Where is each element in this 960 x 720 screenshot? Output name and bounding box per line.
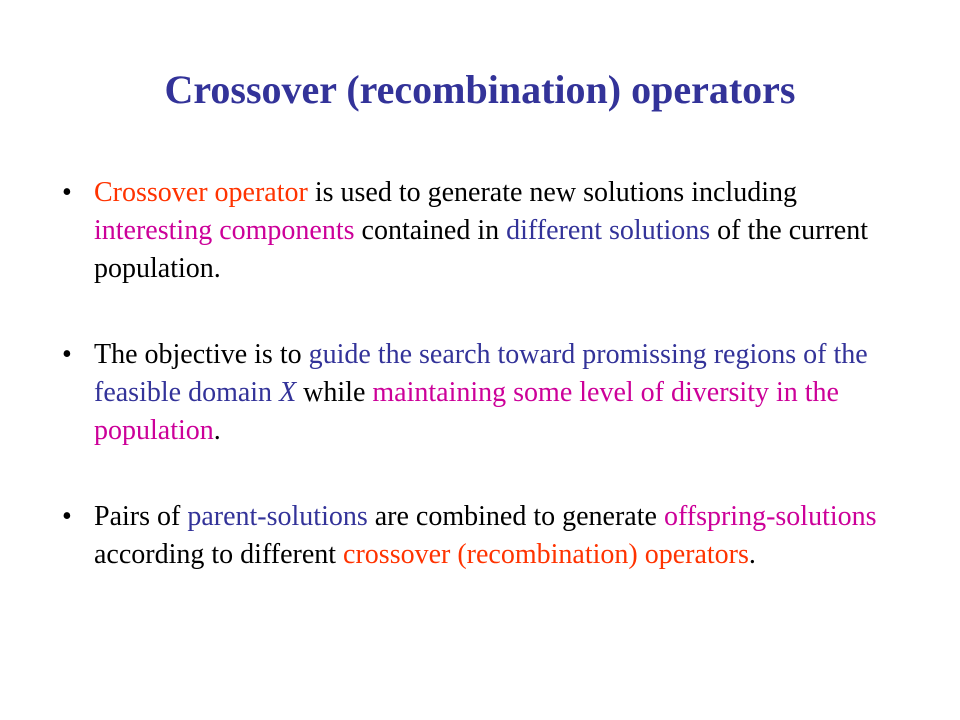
- text: of the current population.: [94, 215, 868, 284]
- bullet-list: [62, 174, 882, 622]
- bullet-icon: •: [62, 177, 72, 208]
- slide-title: Crossover (recombination) operators: [164, 67, 796, 112]
- bullet-icon: •: [62, 339, 72, 370]
- symbol-x: X: [279, 377, 297, 408]
- text: while: [296, 377, 373, 408]
- term-different-solutions: different solutions: [506, 215, 711, 246]
- bullet-icon: •: [62, 501, 72, 532]
- text: according to different: [94, 539, 344, 570]
- term-crossover-operator: Crossover operator: [94, 177, 308, 208]
- bullet-item-crossover-operator: [62, 174, 882, 288]
- text: is used to generate new solutions including: [307, 177, 797, 208]
- bullet-item-pairs-of-parents: [62, 498, 882, 574]
- term-maintaining-diversity: maintaining some level of diversity in the population: [94, 377, 839, 446]
- text: are combined to generate: [367, 501, 664, 532]
- text: The objective is to: [94, 339, 309, 370]
- text: .: [748, 539, 756, 570]
- term-interesting-components: interesting components: [94, 215, 355, 246]
- text: contained in: [354, 215, 507, 246]
- term-parent-solutions: parent-solutions: [187, 501, 368, 532]
- term-offspring-solutions: offspring-solutions: [663, 501, 877, 532]
- term-guide-the-search: guide the search toward promissing regions of the feasible domain: [94, 339, 868, 408]
- term-crossover-operators: crossover (recombination) operators: [343, 539, 749, 570]
- bullet-item-objective: [62, 336, 882, 450]
- text: Pairs of: [94, 501, 188, 532]
- text: .: [213, 415, 221, 446]
